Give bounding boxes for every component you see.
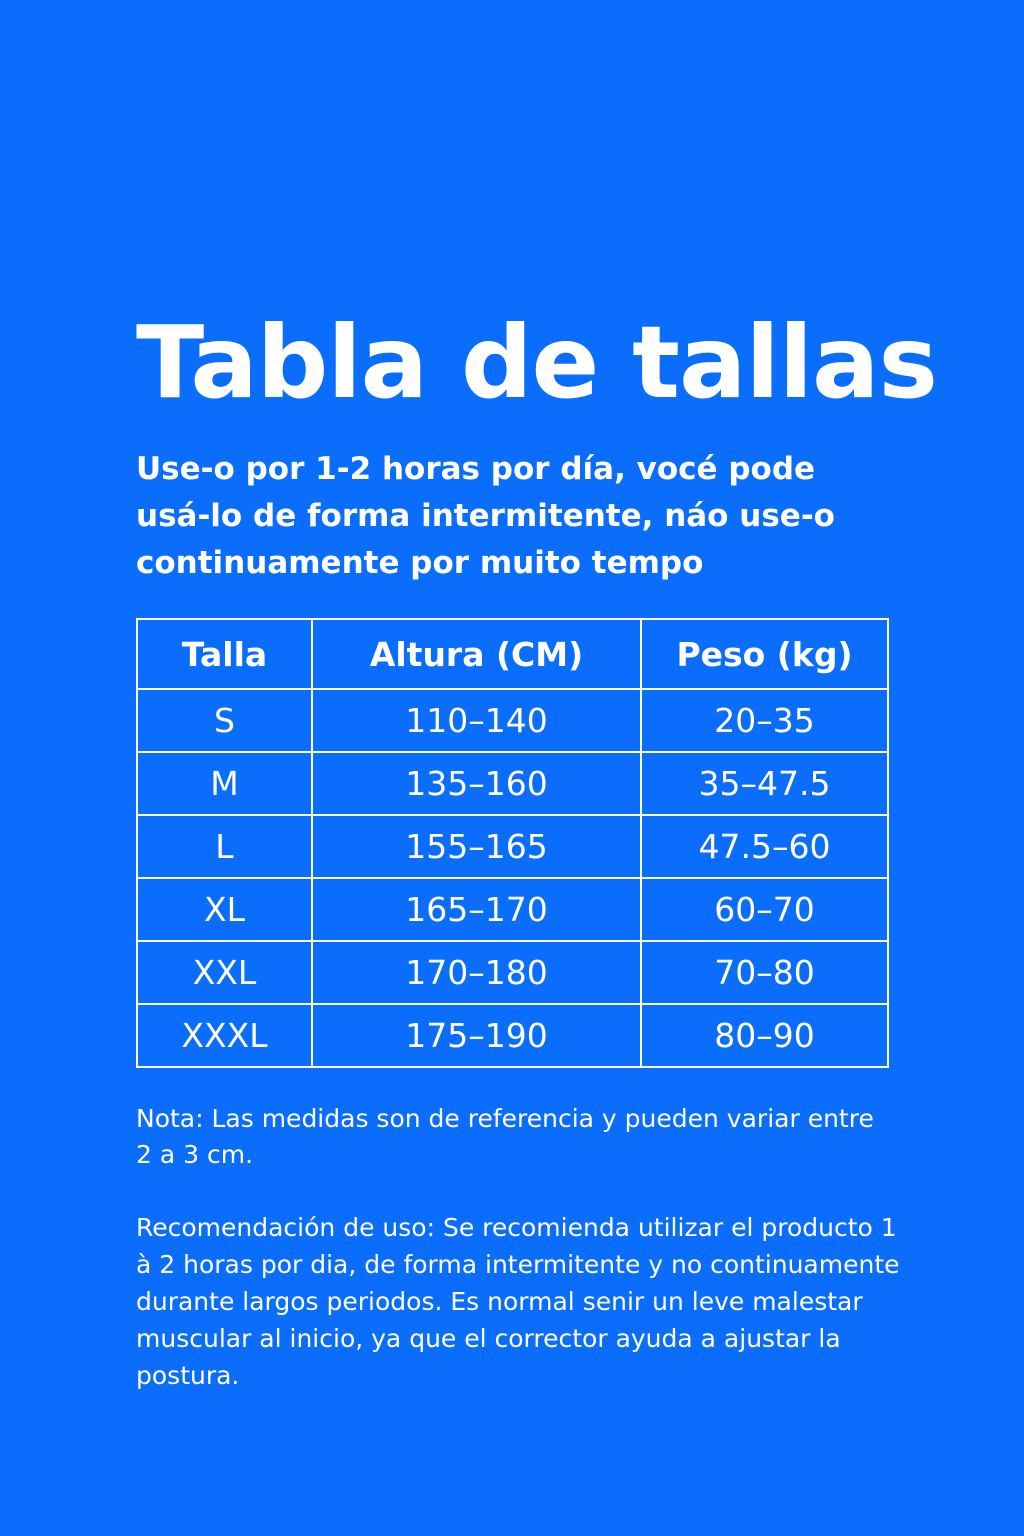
cell-peso: 35–47.5 <box>641 752 888 815</box>
table-row <box>137 689 888 752</box>
usage-subtitle: Use-o por 1-2 horas por día, vocé pode usá-lo de forma intermitente, náo use-o continuamente por muito tempo <box>136 451 835 581</box>
cell-peso: 47.5–60 <box>641 815 888 878</box>
table-row <box>137 815 888 878</box>
table-header-row <box>137 619 888 689</box>
cell-altura: 175–190 <box>312 1004 641 1067</box>
cell-altura: 135–160 <box>312 752 641 815</box>
measurement-note: Nota: Las medidas son de referencia y pueden variar entre 2 a 3 cm. <box>136 1104 874 1169</box>
cell-talla: XXXL <box>137 1004 312 1067</box>
cell-altura: 170–180 <box>312 941 641 1004</box>
cell-peso: 60–70 <box>641 878 888 941</box>
cell-peso: 20–35 <box>641 689 888 752</box>
column-header-peso: Peso (kg) <box>641 619 888 689</box>
table-row <box>137 1004 888 1067</box>
table-row <box>137 878 888 941</box>
column-header-talla: Talla <box>137 619 312 689</box>
cell-altura: 110–140 <box>312 689 641 752</box>
cell-altura: 155–165 <box>312 815 641 878</box>
table-row <box>137 941 888 1004</box>
cell-talla: XXL <box>137 941 312 1004</box>
cell-peso: 80–90 <box>641 1004 888 1067</box>
cell-talla: M <box>137 752 312 815</box>
cell-talla: L <box>137 815 312 878</box>
usage-recommendation: Recomendación de uso: Se recomienda utilizar el producto 1 à 2 horas por dia, de forma intermitente y no continuamente durante largos periodos. Es normal senir un leve malestar muscular al inicio, ya que el corrector ayuda a ajustar la postura. <box>136 1213 900 1390</box>
page-title: Tabla de tallas <box>136 304 938 421</box>
cell-talla: S <box>137 689 312 752</box>
table-row <box>137 752 888 815</box>
cell-talla: XL <box>137 878 312 941</box>
column-header-altura: Altura (CM) <box>312 619 641 689</box>
cell-altura: 165–170 <box>312 878 641 941</box>
size-table <box>136 618 889 1068</box>
cell-peso: 70–80 <box>641 941 888 1004</box>
